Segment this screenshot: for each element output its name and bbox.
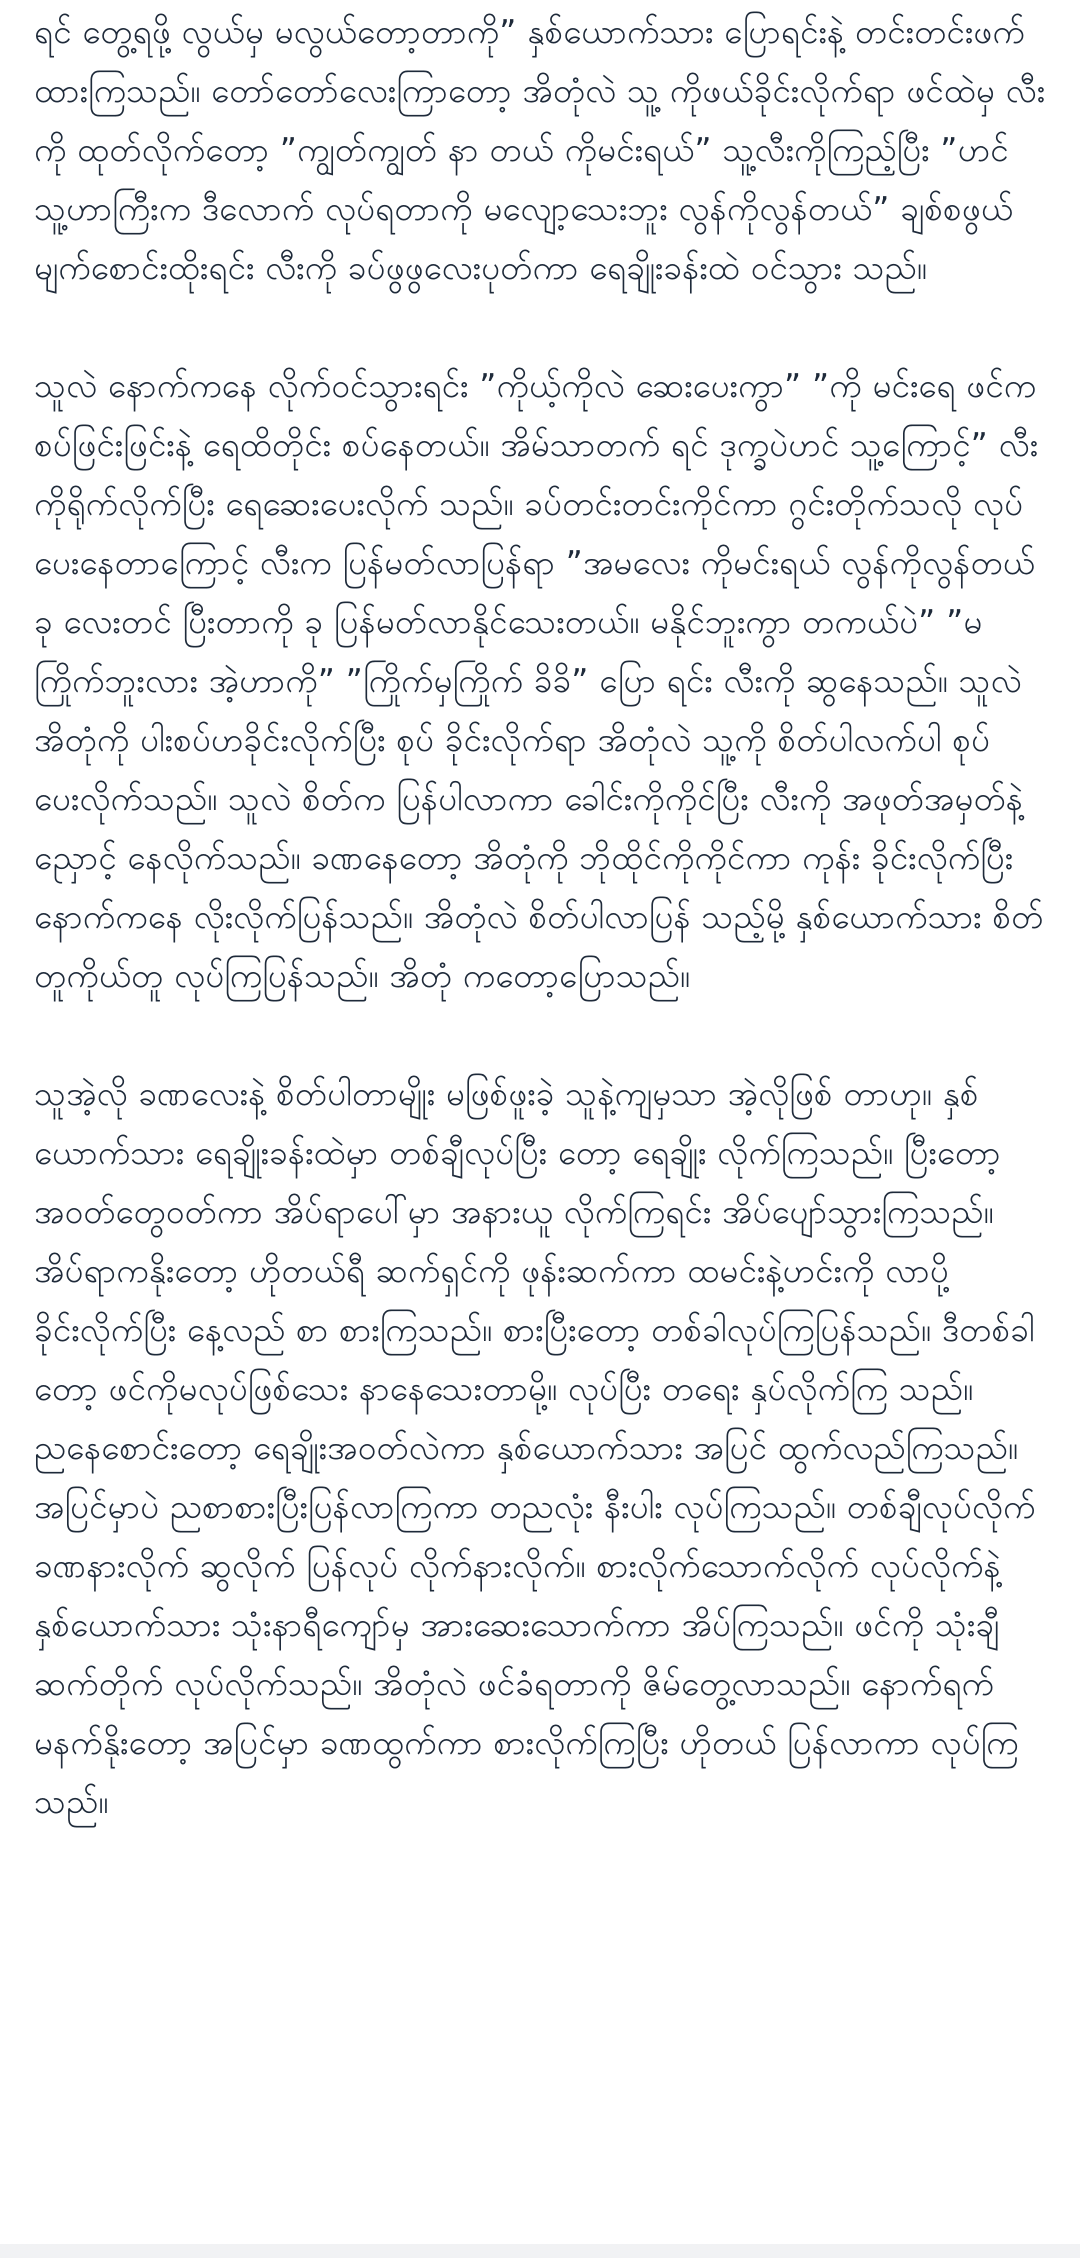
bottom-edge-bar bbox=[0, 2244, 1080, 2258]
article-paragraph: သူအဲ့လို ခဏလေးနဲ့ စိတ်ပါတာမျိုး မဖြစ်ဖူးခဲ့ သူနဲ့ကျမှသာ အဲ့လိုဖြစ် တာဟု။ နှစ်ယောက်သား ရေချိုးခန်းထဲမှာ တစ်ချီလုပ်ပြီး တော့ ရေချိုး လိုက်ကြသည်။ ပြီးတော့ အဝတ်တွေဝတ်ကာ အိပ်ရာပေါ်မှာ အနားယူ လိုက်ကြရင်း အိပ်ပျော်သွားကြသည်။ အိပ်ရာကနိုးတော့ ဟိုတယ်ရီ ဆက်ရှင်ကို ဖုန်းဆက်ကာ ထမင်းနဲ့ဟင်းကို လာပို့ခိုင်းလိုက်ပြီး နေ့လည် စာ စားကြသည်။ စားပြီးတော့ တစ်ခါလုပ်ကြပြန်သည်။ ဒီတစ်ခါတော့ ဖင်ကိုမလုပ်ဖြစ်သေး နာနေသေးတာမို့။ လုပ်ပြီး တရေး နှပ်လိုက်ကြ သည်။ ညနေစောင်းတော့ ရေချိုးအဝတ်လဲကာ နှစ်ယောက်သား အပြင် ထွက်လည်ကြသည်။ အပြင်မှာပဲ ညစာစားပြီးပြန်လာကြကာ တညလုံး နီးပါး လုပ်ကြသည်။ တစ်ချီလုပ်လိုက် ခဏနားလိုက် ဆွလိုက် ပြန်လုပ် လိုက်နားလိုက်။ စားလိုက်သောက်လိုက် လုပ်လိုက်နဲ့ နှစ်ယောက်သား သုံးနာရီကျော်မှ အားဆေးသောက်ကာ အိပ်ကြသည်။ ဖင်ကို သုံးချီ ဆက်တိုက် လုပ်လိုက်သည်။ အိတုံလဲ ဖင်ခံရတာကို ဇိမ်တွေ့လာသည်။ နောက်ရက် မနက်နိုးတော့ အပြင်မှာ ခဏထွက်ကာ စားလိုက်ကြပြီး ဟိုတယ် ပြန်လာကာ လုပ်ကြသည်။ bbox=[34, 1074, 1036, 1821]
article-paragraph: သူလဲ နောက်ကနေ လိုက်ဝင်သွားရင်း ”ကိုယ့်ကိုလဲ ဆေးပေးကွာ” ”ကို မင်းရေ ဖင်က စပ်ဖြင်းဖြင်းနဲ့ ရေထိတိုင်း စပ်နေတယ်။ အိမ်သာတက် ရင် ဒုက္ခပဲဟင် သူ့ကြောင့်” လီးကိုရိုက်လိုက်ပြီး ရေဆေးပေးလိုက် သည်။ ခပ်တင်းတင်းကိုင်ကာ ဂွင်းတိုက်သလို လုပ်ပေးနေတာကြောင့် လီးက ပြန်မတ်လာပြန်ရာ ”အမလေး ကိုမင်းရယ် လွန်ကိုလွန်တယ် ခု လေးတင် ပြီးတာကို ခု ပြန်မတ်လာနိုင်သေးတယ်။ မနိုင်ဘူးကွာ တကယ်ပဲ” ”မကြိုက်ဘူးလား အဲ့ဟာကို” ”ကြိုက်မှကြိုက် ခိခိ” ပြော ရင်း လီးကို ဆွနေသည်။ သူလဲ အိတုံကို ပါးစပ်ဟခိုင်းလိုက်ပြီး စုပ် ခိုင်းလိုက်ရာ အိတုံလဲ သူ့ကို စိတ်ပါလက်ပါ စုပ်ပေးလိုက်သည်။ သူလဲ စိတ်က ပြန်ပါလာကာ ခေါင်းကိုကိုင်ပြီး လီးကို အဖုတ်အမှတ်နဲ့ ညှောင့် နေလိုက်သည်။ ခဏနေတော့ အိတုံကို ဘိုထိုင်ကိုကိုင်ကာ ကုန်း ခိုင်းလိုက်ပြီး နောက်ကနေ လိုးလိုက်ပြန်သည်။ အိတုံလဲ စိတ်ပါလာပြန် သည့်မို့ နှစ်ယောက်သား စိတ်တူကိုယ်တူ လုပ်ကြပြန်သည်။ အိတုံ ကတော့ပြောသည်။ bbox=[34, 366, 1044, 995]
article-paragraph: ရင် တွေ့ရဖို့ လွယ်မှ မလွယ်တော့တာကို” နှစ်ယောက်သား ပြောရင်းနဲ့ တင်းတင်းဖက်ထားကြသည်။ တော်တော်လေးကြာတော့ အိတုံလဲ သူ့ ကိုဖယ်ခိုင်းလိုက်ရာ ဖင်ထဲမှ လီးကို ထုတ်လိုက်တော့ ”ကျွတ်ကျွတ် နာ တယ် ကိုမင်းရယ်” သူ့လီးကိုကြည့်ပြီး ”ဟင် သူ့ဟာကြီးက ဒီလောက် လုပ်ရတာကို မလျော့သေးဘူး လွန်ကိုလွန်တယ်” ချစ်စဖွယ် မျက်စောင်းထိုးရင်း လီးကို ခပ်ဖွဖွလေးပုတ်ကာ ရေချိုးခန်းထဲ ဝင်သွား သည်။ bbox=[34, 12, 1046, 287]
article-body bbox=[34, 0, 1046, 1831]
